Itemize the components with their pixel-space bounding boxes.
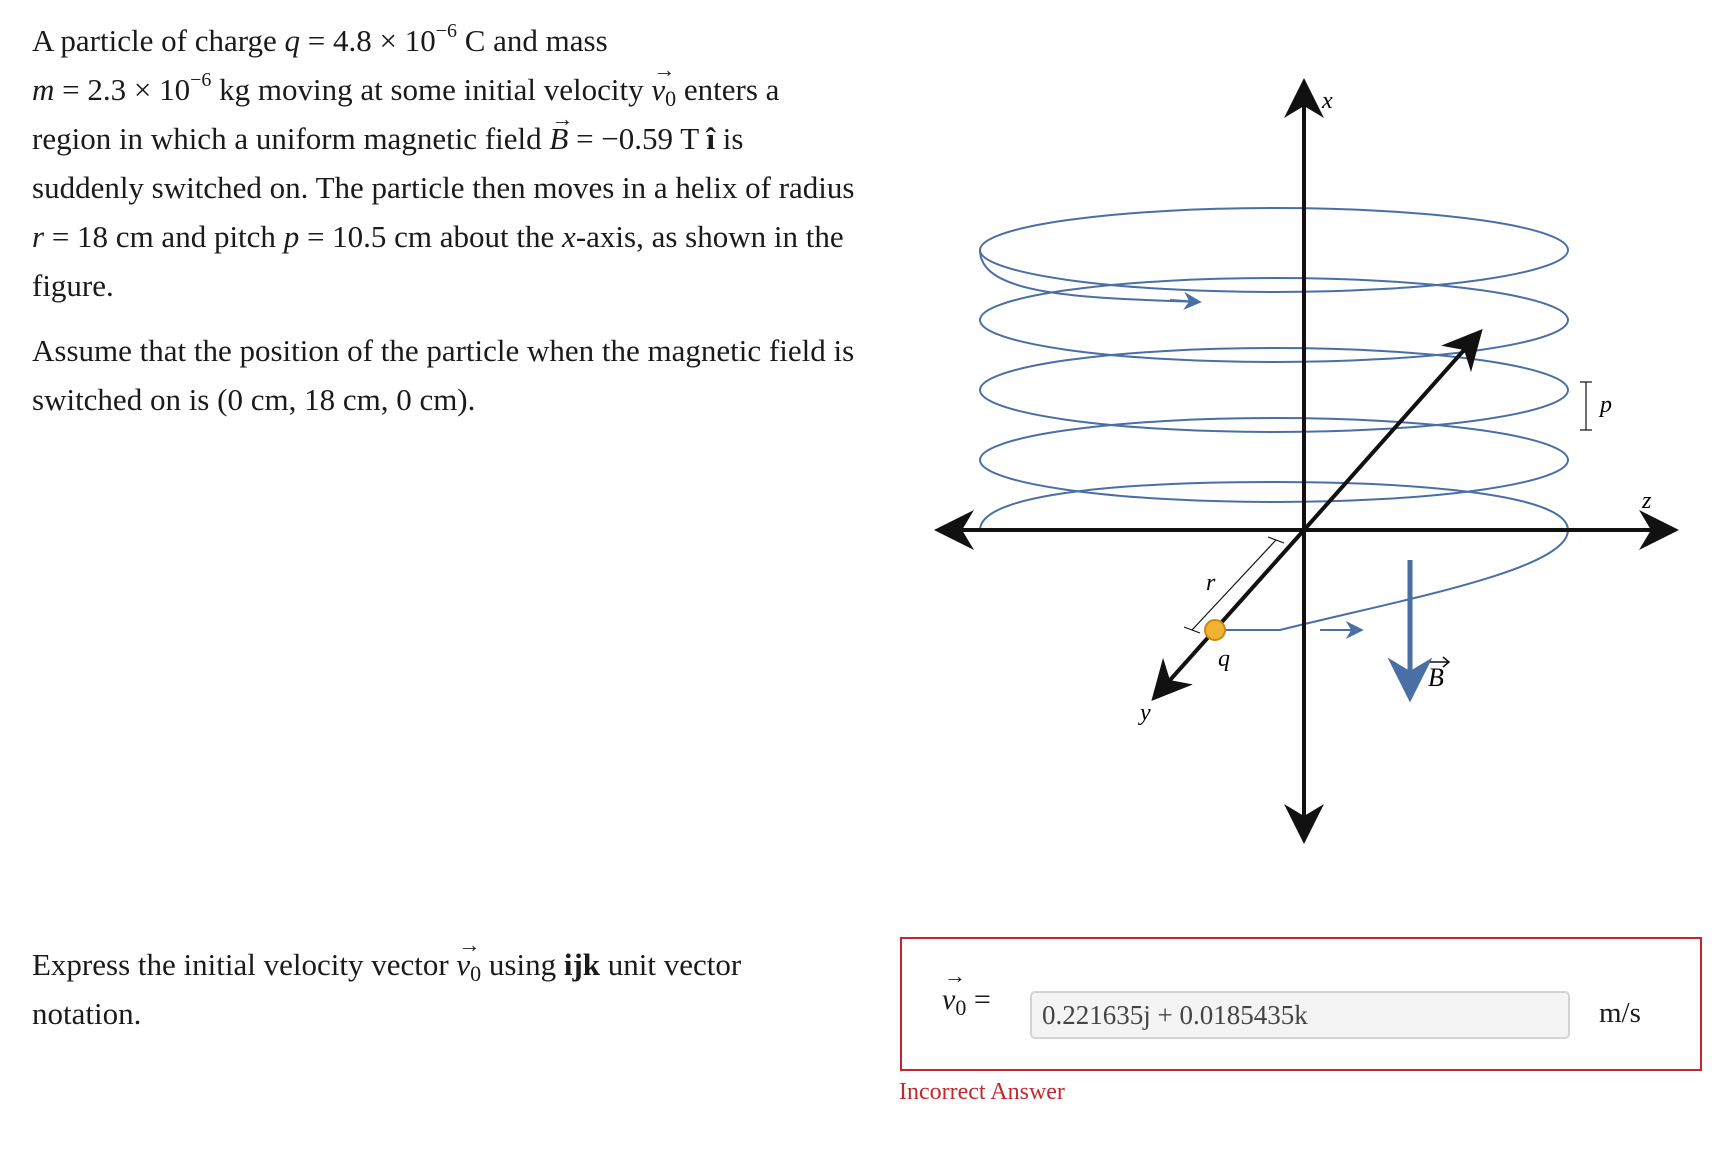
x-symbol: x [562,219,576,254]
z-axis-label: z [1642,488,1652,514]
problem-paragraph-1: A particle of charge $q = 4.8 \times 10^{-6}$ C and mass $m = 2.3 \times 10^{-6}$ kg moving at some initial velocity → $v_0$ enters a region in which a uniform magnetic field → B = −0.59 T î is suddenly switched on. The particle then moves in a helix of radius r = 18 cm and pitch p = 10.5 cm about the x-axis, as shown in the figure. [32,16,862,310]
answer-unit: m/s [1599,997,1641,1029]
helix-loop [980,418,1568,502]
velocity-answer-input[interactable]: 0.221635j + 0.0185435k [1030,991,1570,1039]
radius-label: r [1206,570,1216,596]
incorrect-feedback: Incorrect Answer [899,1079,1065,1105]
b-field-label: B [1428,663,1444,692]
helix-end [980,250,1200,302]
v0-symbol: → v [651,65,665,114]
helix-diagram [900,30,1712,860]
particle-q [1205,620,1225,640]
pitch-label: p [1600,392,1612,418]
v0-symbol: → v [456,940,470,989]
p-symbol: p [283,219,300,254]
y-axis-label: y [1140,700,1151,726]
answer-box [900,937,1702,1071]
x-axis-label: x [1322,88,1333,114]
helix-loop [980,348,1568,432]
question-prompt: Express the initial velocity vector → $v_0$ using ijk unit vector notation. [32,940,772,1038]
helix-loop [980,278,1568,362]
particle-label: q [1218,646,1230,672]
radius-marker [1184,537,1284,633]
helix-loop [980,482,1568,630]
y-axis [1154,530,1304,698]
i-hat: î [706,121,715,156]
problem-statement [32,16,862,440]
r-symbol: r [32,219,45,254]
problem-paragraph-2: Assume that the position of the particle when the magnetic field is switched on is (0 cm, 18 cm, 0 cm). [32,333,855,417]
m-symbol: m [32,72,55,107]
b-symbol: → B [549,114,568,163]
pitch-marker [1580,382,1592,430]
helix-figure [900,30,1712,860]
helix-loop [980,208,1568,292]
answer-label: → $v_0$ = [942,983,991,1017]
helix-curve [980,208,1568,630]
q-symbol: q [284,23,300,58]
